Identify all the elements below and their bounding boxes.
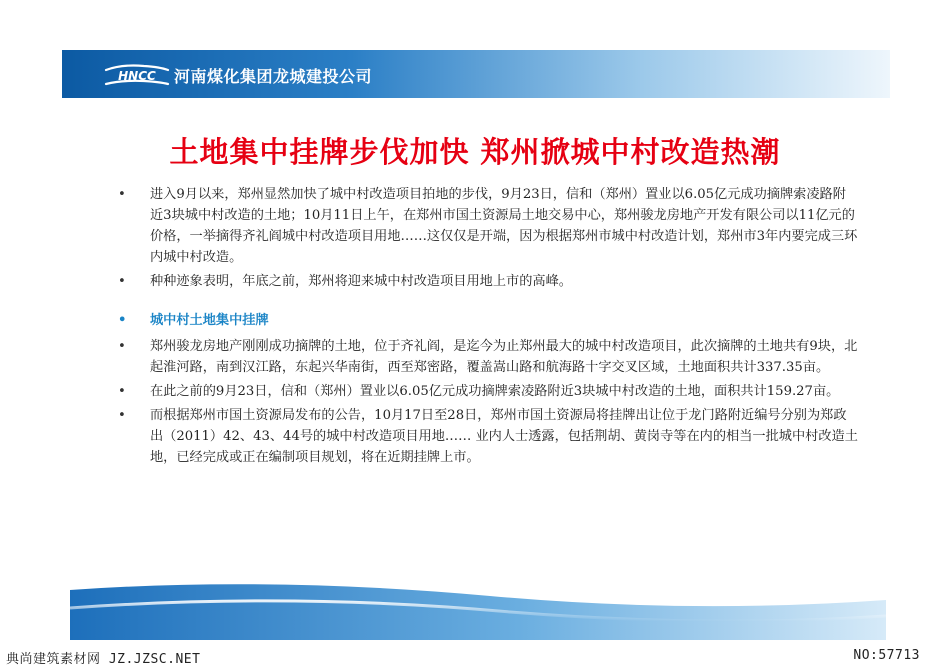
paragraph-text: 进入9月以来，郑州显然加快了城中村改造项目拍地的步伐，9月23日，信和（郑州）置业以6.05亿元成功摘牌索凌路附近3块城中村改造的土地；10月11日上午，在郑州市国土资源局土地交易中心，郑州骏龙房地产开发有限公司以11亿元的价格，一举摘得齐礼阎城中村改造项目用地……这仅仅是开端，因为根据郑州市城中村改造计划，郑州市3年内要完成三环内城中村改造。 — [150, 187, 858, 265]
paragraph-text: 而根据郑州市国土资源局发布的公告，10月17日至28日，郑州市国土资源局将挂牌出让位于龙门路附近编号分别为郑政出（2011）42、43、44号的城中村改造项目用地…… 业内人士透露，包括荆胡、黄岗寺等在内的相当一批城中村改造土地，已经完成或正在编制项目规划，将在近期挂牌上市。 — [150, 408, 858, 465]
bullet-paragraph — [118, 405, 858, 468]
bullet-icon: • — [118, 274, 126, 289]
subheading-text: 城中村土地集中挂牌 — [150, 313, 269, 328]
paragraph-text: 在此之前的9月23日，信和（郑州）置业以6.05亿元成功摘牌索凌路附近3块城中村改造的土地，面积共计159.27亩。 — [150, 384, 840, 399]
footer-wave — [70, 582, 886, 640]
bullet-icon: • — [118, 187, 126, 202]
logo-text: HNCC — [118, 69, 156, 83]
slide-content — [118, 184, 858, 468]
bullet-paragraph — [118, 184, 858, 268]
bullet-icon: • — [118, 408, 126, 423]
bullet-paragraph — [118, 336, 858, 378]
subheading — [118, 310, 858, 331]
company-logo — [104, 62, 372, 88]
company-name: 河南煤化集团龙城建投公司 — [174, 66, 373, 86]
bullet-paragraph — [118, 381, 858, 402]
document-number: NO:57713 — [853, 648, 920, 663]
bullet-icon: • — [118, 339, 126, 354]
paragraph-text: 郑州骏龙房地产刚刚成功摘牌的土地，位于齐礼阎，是迄今为止郑州最大的城中村改造项目，此次摘牌的土地共有9块，北起淮河路，南到汉江路，东起兴华南街，西至郑密路，覆盖嵩山路和航海路十字交叉区域，土地面积共计337.35亩。 — [150, 339, 858, 375]
watermark-text: 典尚建筑素材网 JZ.JZSC.NET — [6, 652, 201, 667]
slide-title: 土地集中挂牌步伐加快 郑州掀城中村改造热潮 — [169, 135, 781, 169]
hncc-logo-icon — [104, 64, 170, 86]
bullet-icon: • — [118, 313, 127, 328]
bullet-icon: • — [118, 384, 126, 399]
paragraph-text: 种种迹象表明，年底之前，郑州将迎来城中村改造项目用地上市的高峰。 — [150, 274, 572, 289]
bullet-paragraph — [118, 271, 858, 292]
